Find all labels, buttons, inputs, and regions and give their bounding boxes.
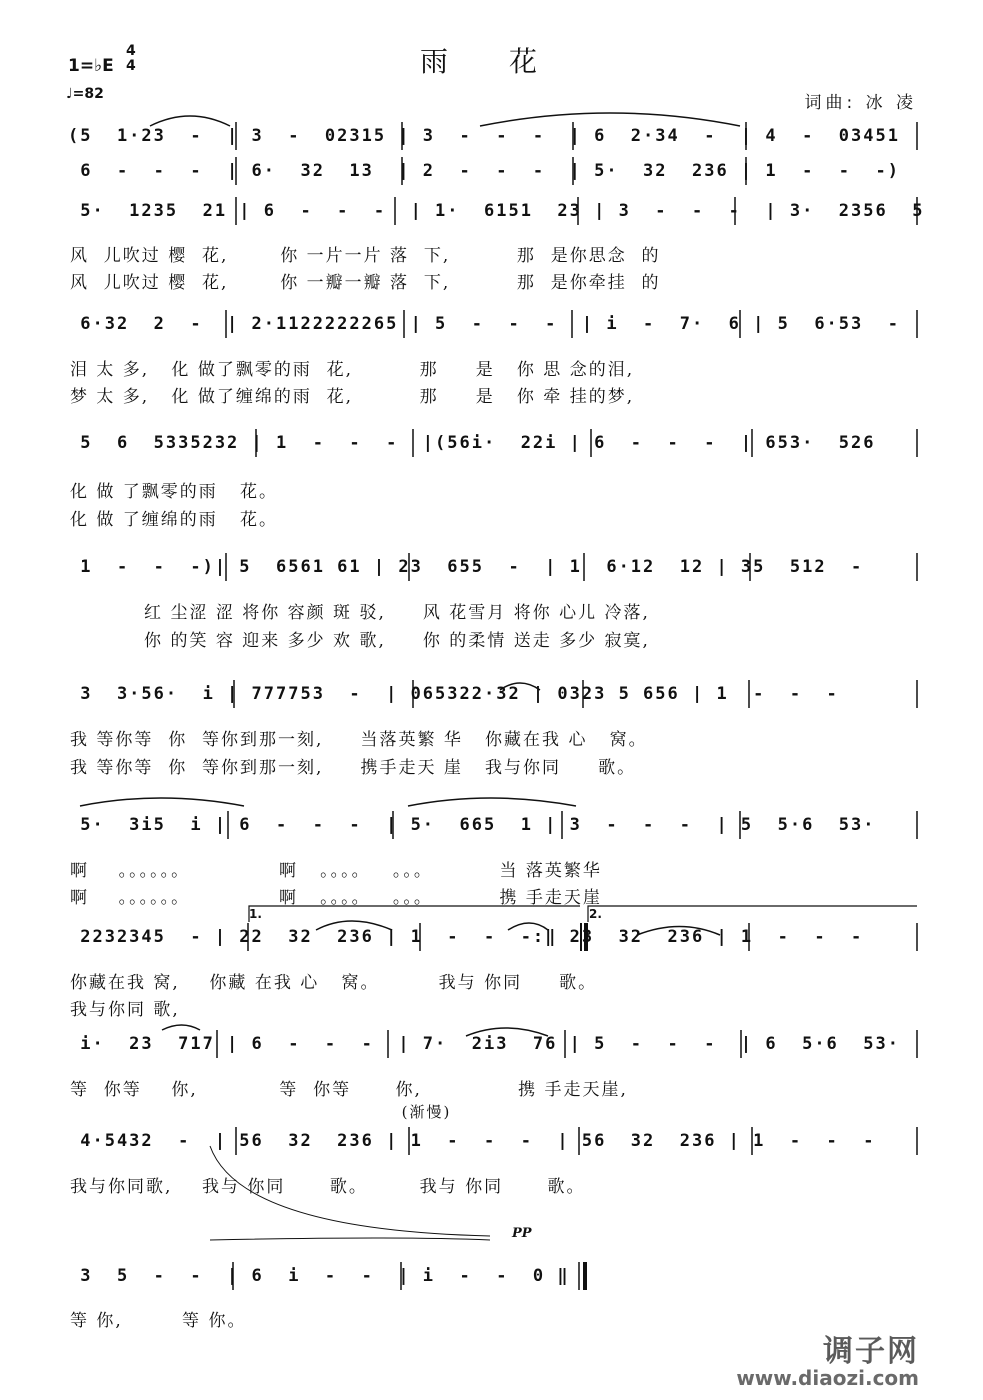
tempo-mark: ♩=82 bbox=[66, 86, 104, 102]
lyric-line: 我 等你等 你 等你到那一刻, 携手走天 崖 我与你同 歌。 bbox=[70, 758, 637, 778]
lyric-line: 我与你同 歌, bbox=[70, 1000, 180, 1020]
volta-second-label: 2. bbox=[589, 907, 602, 921]
lyric-line: 风 儿吹过 樱 花, 你 一瓣一瓣 落 下, 那 是你牵挂 的 bbox=[70, 273, 661, 293]
notes: i· 23 717 | 6 - - - | 7· 2i3 76 | 5 - - - | 6 5·6 53· bbox=[68, 1034, 900, 1054]
lyric-line: 啊 。。。。。。 啊 。。。。 。。。 当 落英繁华 bbox=[70, 861, 602, 881]
lyric-line: 你藏在我 窝, 你藏 在我 心 窝。 我与 你同 歌。 bbox=[70, 973, 598, 993]
lyric-line: 我 等你等 你 等你到那一刻, 当落英繁 华 你藏在我 心 窝。 bbox=[70, 730, 648, 750]
lyric-line: 风 儿吹过 樱 花, 你 一片一片 落 下, 那 是你思念 的 bbox=[70, 246, 661, 266]
notes: 2232345 - | 22 32 236 | 1 - - -:‖ 23 32 236 | 1 - - - bbox=[68, 927, 864, 947]
song-title: 雨 花 bbox=[420, 45, 563, 78]
volta-first-label: 1. bbox=[249, 907, 262, 921]
notes: 4·5432 - | 56 32 236 | 1 - - - | 56 32 236 | 1 - - - bbox=[68, 1131, 876, 1151]
lyric-line: 啊 。。。。。。 啊 。。。。 。。。 携 手走天崖 bbox=[70, 888, 602, 908]
watermark-logo: 调子网 bbox=[823, 1334, 919, 1369]
lyric-line: 化 做 了飘零的雨 花。 bbox=[70, 482, 279, 502]
notes: 3 5 - - | 6 i - - | i - - 0 ‖ bbox=[68, 1266, 570, 1286]
notes: (5 1·23 - | 3 - 02315 | 3 - - - | 6 2·34 - | 4 - 03451 bbox=[68, 126, 900, 146]
notes: 5 6 5335232 | 1 - - - |(56i· 22i | 6 - - - | 653· 526 bbox=[68, 433, 876, 453]
lyric-line: 我与你同歌, 我与 你同 歌。 我与 你同 歌。 bbox=[70, 1177, 586, 1197]
notes: 6 - - - | 6· 32 13 | 2 - - - | 5· 32 236 | 1 - - -) bbox=[68, 161, 900, 181]
notes: 5· 1235 21 | 6 - - - | 1· 6151 23 | 3 - - - | 3· 2356 5 bbox=[68, 201, 925, 221]
lyric-line: 化 做 了缠绵的雨 花。 bbox=[70, 510, 279, 530]
lyric-line: 泪 太 多, 化 做了飘零的雨 花, 那 是 你 思 念的泪, bbox=[70, 360, 635, 380]
composer-credit: 词曲: 冰 凌 bbox=[804, 93, 917, 113]
time-bottom: 4 bbox=[126, 58, 136, 74]
lyric-line: 等 你等 你, 等 你等 你, 携 手走天崖, bbox=[70, 1080, 628, 1100]
watermark-url: www.diaozi.com bbox=[736, 1366, 919, 1390]
lyric-line: 红 尘涩 涩 将你 容颜 斑 驳, 风 花雪月 将你 心儿 冷落, bbox=[70, 603, 650, 623]
notes: 6·32 2 - | 2·1122222265 | 5 - - - | i - 7· 6 | 5 6·53 - bbox=[68, 314, 900, 334]
notes: 5· 3i5 i | 6 - - - | 5· 665 1 | 3 - - - | 5 5·6 53· bbox=[68, 815, 876, 835]
key-signature: 1=♭E bbox=[68, 56, 114, 76]
time-top: 4 bbox=[126, 43, 136, 59]
notes: 1 - - -)| 5 6561 61 | 23 655 - | 1 6·12 12 | 35 512 - bbox=[68, 557, 864, 577]
tempo-change-mark: (渐慢) bbox=[70, 1103, 452, 1121]
lyric-line: 你 的笑 容 迎来 多少 欢 歌, 你 的柔情 送走 多少 寂寞, bbox=[70, 631, 650, 651]
notes: 3 3·56· i | 777753 - | 065322·32 | 0323 5 656 | 1 - - - bbox=[68, 684, 839, 704]
dynamic-mark: PP bbox=[512, 1226, 532, 1241]
lyric-line: 梦 太 多, 化 做了缠绵的雨 花, 那 是 你 牵 挂的梦, bbox=[70, 387, 635, 407]
lyric-line: 等 你, 等 你。 bbox=[70, 1311, 247, 1331]
